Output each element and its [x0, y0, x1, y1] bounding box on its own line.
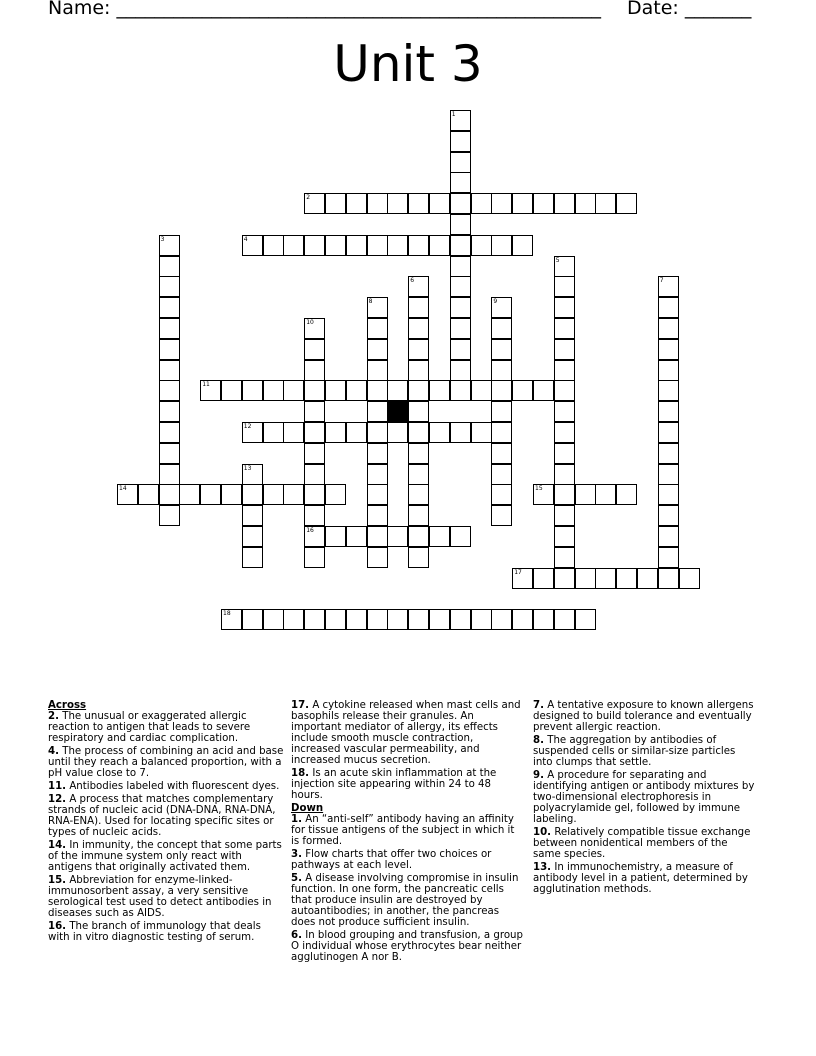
crossword-cell[interactable]: [242, 464, 263, 485]
across-clue: [291, 700, 524, 766]
clue-number: 2.: [48, 711, 59, 722]
crossword-cell[interactable]: [491, 609, 512, 630]
crossword-cell[interactable]: [325, 422, 346, 443]
crossword-cell[interactable]: [450, 152, 471, 173]
crossword-cell[interactable]: [554, 422, 575, 443]
crossword-cell[interactable]: [512, 568, 533, 589]
clue-text: Relatively compatible tissue exchange between nonidentical members of the same species.: [533, 827, 751, 860]
crossword-cell[interactable]: [450, 380, 471, 401]
clue-text: A procedure for separating and identifying antigen or antibody mixtures by two-dimensional electrophoresis in polyacrylamide gel, followed by immune labeling.: [533, 770, 755, 825]
clue-text: Antibodies labeled with fluorescent dyes.: [69, 781, 280, 792]
clue-text: A tentative exposure to known allergens designed to build tolerance and eventually prevent allergic reaction.: [533, 700, 754, 733]
clue-number: 11: [202, 381, 210, 389]
crossword-cell[interactable]: [616, 484, 637, 505]
crossword-cell[interactable]: [325, 235, 346, 256]
crossword-cell[interactable]: [346, 380, 367, 401]
crossword-cell[interactable]: [408, 276, 429, 297]
clue-text: Abbreviation for enzyme-linked-immunosorbent assay, a very sensitive serological test used to detect antibodies in diseases such as AIDS.: [48, 875, 272, 919]
crossword-cell[interactable]: [450, 235, 471, 256]
crossword-cell[interactable]: [408, 526, 429, 547]
crossword-cell[interactable]: [408, 193, 429, 214]
crossword-cell[interactable]: [325, 609, 346, 630]
crossword-cell[interactable]: [658, 547, 679, 568]
crossword-cell[interactable]: [554, 568, 575, 589]
crossword-cell[interactable]: [658, 318, 679, 339]
crossword-cell[interactable]: [554, 339, 575, 360]
crossword-cell[interactable]: [533, 380, 554, 401]
crossword-cell[interactable]: [367, 318, 388, 339]
crossword-cell[interactable]: [325, 484, 346, 505]
crossword-cell[interactable]: [325, 526, 346, 547]
crossword-cell[interactable]: [491, 339, 512, 360]
crossword-cell[interactable]: [658, 505, 679, 526]
clue-text: The unusual or exaggerated allergic reaction to antigen that leads to severe respiratory and cardiac complication.: [48, 711, 251, 744]
clue-number: 6: [410, 277, 415, 285]
crossword-cell[interactable]: [450, 526, 471, 547]
crossword-cell[interactable]: [283, 422, 304, 443]
crossword-cell[interactable]: [491, 443, 512, 464]
crossword-cell[interactable]: [387, 235, 408, 256]
clue-text: Flow charts that offer two choices or pathways at each level.: [291, 849, 492, 871]
crossword-cell[interactable]: [200, 484, 221, 505]
clues-column-3: [533, 700, 758, 897]
crossword-cell[interactable]: [179, 484, 200, 505]
clue-text: A cytokine released when mast cells and basophils release their granules. An important mediator of allergy, its effects include smooth muscle contraction, increased vascular permeability, and increased mucus secretion.: [291, 700, 521, 766]
clue-number: 6.: [291, 930, 302, 941]
clue-text: A process that matches complementary strands of nucleic acid (DNA-DNA, RNA-DNA, RNA-ENA). Used for locating specific sites or types of nucleic acids.: [48, 794, 276, 838]
crossword-cell[interactable]: [408, 360, 429, 381]
across-clue: [48, 746, 284, 779]
crossword-cell[interactable]: [283, 484, 304, 505]
crossword-cell[interactable]: [491, 235, 512, 256]
crossword-cell[interactable]: [159, 401, 180, 422]
crossword-cell[interactable]: [159, 464, 180, 485]
crossword-cell[interactable]: [512, 235, 533, 256]
clue-number: 9.: [533, 770, 544, 781]
crossword-cell[interactable]: [429, 526, 450, 547]
crossword-cell[interactable]: [471, 422, 492, 443]
clue-number: 4: [243, 235, 248, 243]
crossword-cell[interactable]: [554, 505, 575, 526]
clue-number: 9: [493, 298, 498, 306]
clue-number: 13.: [533, 862, 552, 873]
crossword-cell[interactable]: [533, 193, 554, 214]
crossword-cell[interactable]: [304, 443, 325, 464]
clue-text: An “anti-self” antibody having an affinity for tissue antigens of the subject in which it is formed.: [291, 814, 515, 847]
crossword-cell[interactable]: [408, 464, 429, 485]
crossword-cell[interactable]: [263, 380, 284, 401]
across-clue: [48, 840, 284, 873]
crossword-cell[interactable]: [242, 235, 263, 256]
crossword-cell[interactable]: [367, 235, 388, 256]
crossword-cell[interactable]: [387, 526, 408, 547]
clue-number: 14.: [48, 840, 67, 851]
crossword-cell[interactable]: [408, 339, 429, 360]
crossword-cell[interactable]: [367, 380, 388, 401]
crossword-cell[interactable]: [408, 547, 429, 568]
crossword-cell[interactable]: [159, 235, 180, 256]
crossword-cell[interactable]: [554, 297, 575, 318]
clue-number: 3.: [291, 849, 302, 860]
crossword-cell[interactable]: [367, 422, 388, 443]
crossword-cell[interactable]: [283, 380, 304, 401]
crossword-cell[interactable]: [450, 110, 471, 131]
crossword-cell[interactable]: [159, 276, 180, 297]
clue-number: 15: [535, 485, 543, 493]
crossword-cell[interactable]: [658, 339, 679, 360]
crossword-cell[interactable]: [450, 193, 471, 214]
crossword-cell[interactable]: [242, 547, 263, 568]
crossword-cell[interactable]: [346, 193, 367, 214]
crossword-cell[interactable]: [387, 609, 408, 630]
clue-text: A disease involving compromise in insulin function. In one form, the pancreatic cells that produce insulin are destroyed by autoantibodies; in another, the pancreas does not produce sufficient insulin.: [291, 873, 519, 928]
crossword-cell[interactable]: [367, 505, 388, 526]
crossword-cell[interactable]: [450, 256, 471, 277]
crossword-cell[interactable]: [575, 609, 596, 630]
crossword-cell[interactable]: [367, 526, 388, 547]
clue-number: 7: [659, 277, 664, 285]
crossword-cell[interactable]: [450, 172, 471, 193]
clue-number: 5.: [291, 873, 302, 884]
crossword-cell[interactable]: [408, 235, 429, 256]
crossword-cell[interactable]: [367, 547, 388, 568]
crossword-cell[interactable]: [367, 339, 388, 360]
crossword-cell[interactable]: [491, 464, 512, 485]
crossword-cell[interactable]: [450, 339, 471, 360]
clue-text: The process of combining an acid and base until they reach a balanced proportion, with a pH value close to 7.: [48, 746, 284, 779]
crossword-cell[interactable]: [408, 401, 429, 422]
crossword-cell[interactable]: [304, 422, 325, 443]
across-clue: [48, 875, 284, 919]
crossword-cell[interactable]: [304, 380, 325, 401]
clue-text: Is an acute skin inflammation at the injection site appearing within 24 to 48 hours.: [291, 768, 497, 801]
crossword-cell[interactable]: [159, 360, 180, 381]
crossword-cell[interactable]: [679, 568, 700, 589]
crossword-cell[interactable]: [512, 193, 533, 214]
clue-number: 1.: [291, 814, 302, 825]
clue-number: 15.: [48, 875, 67, 886]
crossword-cell[interactable]: [554, 318, 575, 339]
crossword-cell[interactable]: [242, 422, 263, 443]
crossword-cell[interactable]: [429, 235, 450, 256]
crossword-cell[interactable]: [159, 297, 180, 318]
crossword-cell[interactable]: [554, 443, 575, 464]
clue-number: 3: [160, 235, 165, 243]
crossword-cell[interactable]: [595, 193, 616, 214]
crossword-cell[interactable]: [346, 422, 367, 443]
crossword-cell[interactable]: [159, 505, 180, 526]
down-clue: [291, 873, 524, 928]
crossword-cell[interactable]: [429, 609, 450, 630]
clue-number: 7.: [533, 700, 544, 711]
crossword-cell[interactable]: [159, 256, 180, 277]
crossword-cell[interactable]: [554, 256, 575, 277]
crossword-cell[interactable]: [554, 401, 575, 422]
crossword-cell[interactable]: [367, 484, 388, 505]
crossword-cell[interactable]: [221, 609, 242, 630]
down-clue: [291, 814, 524, 847]
crossword-cell[interactable]: [658, 526, 679, 547]
clue-number: 10.: [533, 827, 552, 838]
clue-number: 5: [555, 256, 560, 264]
crossword-cell[interactable]: [387, 422, 408, 443]
crossword-cell[interactable]: [450, 318, 471, 339]
crossword-cell[interactable]: [159, 484, 180, 505]
name-label: Name:: [48, 0, 111, 19]
crossword-cell[interactable]: [637, 568, 658, 589]
crossword-cell[interactable]: [325, 380, 346, 401]
crossword-cell[interactable]: [533, 568, 554, 589]
across-clue: [48, 711, 284, 744]
crossword-cell[interactable]: [595, 568, 616, 589]
crossword-cell[interactable]: [658, 276, 679, 297]
crossword-cell[interactable]: [658, 380, 679, 401]
crossword-cell[interactable]: [554, 360, 575, 381]
crossword-cell[interactable]: [658, 443, 679, 464]
crossword-cell[interactable]: [471, 235, 492, 256]
clue-text: In blood grouping and transfusion, a group O individual whose erythrocytes bear neither agglutinogen A nor B.: [291, 930, 523, 963]
crossword-cell[interactable]: [408, 443, 429, 464]
crossword-cell[interactable]: [491, 360, 512, 381]
crossword-cell[interactable]: [658, 297, 679, 318]
crossword-cell[interactable]: [429, 422, 450, 443]
crossword-cell[interactable]: [242, 505, 263, 526]
crossword-cell[interactable]: [325, 193, 346, 214]
crossword-cell[interactable]: [554, 526, 575, 547]
crossword-cell[interactable]: [263, 484, 284, 505]
crossword-cell[interactable]: [450, 297, 471, 318]
clue-number: 8.: [533, 735, 544, 746]
clues-column-2: [291, 700, 524, 965]
down-clue: [291, 930, 524, 963]
crossword-cell[interactable]: [554, 547, 575, 568]
down-clue: [533, 862, 758, 895]
clue-number: 17: [514, 568, 522, 576]
crossword-cell[interactable]: [471, 609, 492, 630]
crossword-cell[interactable]: [304, 505, 325, 526]
crossword-cell[interactable]: [304, 193, 325, 214]
crossword-cell[interactable]: [221, 484, 242, 505]
crossword-cell[interactable]: [304, 318, 325, 339]
crossword-cell[interactable]: [304, 235, 325, 256]
crossword-cell[interactable]: [491, 505, 512, 526]
crossword-cell[interactable]: [367, 297, 388, 318]
crossword-cell[interactable]: [346, 609, 367, 630]
crossword-cell[interactable]: [658, 360, 679, 381]
clue-text: The aggregation by antibodies of suspended cells or similar-size particles into clumps that settle.: [533, 735, 736, 768]
crossword-cell[interactable]: [575, 484, 596, 505]
crossword-cell[interactable]: [263, 609, 284, 630]
crossword-cell[interactable]: [491, 401, 512, 422]
clue-text: The branch of immunology that deals with in vitro diagnostic testing of serum.: [48, 921, 261, 943]
clue-number: 16: [306, 527, 314, 534]
clue-number: 8: [368, 298, 373, 306]
crossword-cell[interactable]: [429, 380, 450, 401]
clue-number: 4.: [48, 746, 59, 757]
crossword-cell[interactable]: [429, 193, 450, 214]
crossword-cell[interactable]: [450, 214, 471, 235]
across-heading: Across: [48, 700, 87, 711]
clue-text: In immunity, the concept that some parts of the immune system only react with antigens that originally activated them.: [48, 840, 282, 873]
crossword-cell[interactable]: [471, 380, 492, 401]
crossword-cell[interactable]: [554, 276, 575, 297]
crossword-cell[interactable]: [367, 443, 388, 464]
crossword-cell[interactable]: [159, 422, 180, 443]
across-clue: [291, 768, 524, 801]
clue-number: 17.: [291, 700, 310, 711]
clue-number: 2: [306, 194, 311, 202]
crossword-cell[interactable]: [491, 297, 512, 318]
crossword-cell[interactable]: [304, 464, 325, 485]
down-clue: [533, 770, 758, 825]
crossword-cell[interactable]: [159, 318, 180, 339]
crossword-cell[interactable]: [242, 380, 263, 401]
crossword-cell[interactable]: [304, 360, 325, 381]
crossword-cell[interactable]: [117, 484, 138, 505]
clue-number: 11.: [48, 781, 67, 792]
clue-number: 16.: [48, 921, 67, 932]
crossword-cell[interactable]: [408, 422, 429, 443]
crossword-cell[interactable]: [242, 484, 263, 505]
crossword-cell[interactable]: [304, 401, 325, 422]
clue-number: 12: [243, 423, 252, 430]
clue-text: In immunochemistry, a measure of antibody level in a patient, determined by agglutination methods.: [533, 862, 748, 895]
crossword-cell[interactable]: [367, 193, 388, 214]
crossword-cell[interactable]: [658, 422, 679, 443]
crossword-cell[interactable]: [533, 484, 554, 505]
clue-number: 1: [451, 111, 456, 118]
clue-number: 13: [243, 464, 252, 472]
crossword-cell[interactable]: [658, 484, 679, 505]
crossword-cell[interactable]: [616, 568, 637, 589]
crossword-cell[interactable]: [450, 131, 471, 152]
clue-number: 10: [306, 319, 314, 326]
crossword-cell[interactable]: [408, 505, 429, 526]
clue-number: 12.: [48, 794, 67, 805]
down-clue: [291, 849, 524, 871]
crossword-cell[interactable]: [304, 484, 325, 505]
crossword-cell[interactable]: [450, 422, 471, 443]
black-cell: [387, 401, 408, 422]
crossword-cell[interactable]: [616, 193, 637, 214]
crossword-cell[interactable]: [221, 380, 242, 401]
across-clue: [48, 794, 284, 838]
crossword-cell[interactable]: [200, 380, 221, 401]
crossword-cell[interactable]: [554, 193, 575, 214]
across-clue: [48, 921, 284, 943]
crossword-cell[interactable]: [408, 484, 429, 505]
crossword-cell[interactable]: [263, 422, 284, 443]
crossword-cell[interactable]: [138, 484, 159, 505]
crossword-cell[interactable]: [304, 609, 325, 630]
clue-number: 14: [119, 485, 127, 493]
crossword-cell[interactable]: [283, 609, 304, 630]
crossword-cell[interactable]: [491, 193, 512, 214]
date-label: Date:: [627, 0, 679, 19]
crossword-cell[interactable]: [575, 568, 596, 589]
name-blank: ___________________________________________________: [116, 0, 602, 19]
crossword-cell[interactable]: [658, 464, 679, 485]
clue-number: 18: [223, 610, 231, 618]
crossword-cell[interactable]: [491, 484, 512, 505]
crossword-cell[interactable]: [408, 609, 429, 630]
down-heading: Down: [291, 803, 324, 814]
crossword-cell[interactable]: [263, 235, 284, 256]
crossword-cell[interactable]: [450, 276, 471, 297]
crossword-cell[interactable]: [367, 401, 388, 422]
crossword-cell[interactable]: [658, 401, 679, 422]
crossword-cell[interactable]: [367, 464, 388, 485]
crossword-cell[interactable]: [512, 609, 533, 630]
crossword-cell[interactable]: [533, 609, 554, 630]
across-clue: [48, 781, 284, 792]
page-title: Unit 3: [333, 35, 483, 93]
crossword-cell[interactable]: [304, 547, 325, 568]
down-clue: [533, 700, 758, 733]
crossword-cell[interactable]: [491, 380, 512, 401]
crossword-cell[interactable]: [450, 609, 471, 630]
crossword-cell[interactable]: [512, 380, 533, 401]
down-clue: [533, 735, 758, 768]
crossword-cell[interactable]: [367, 360, 388, 381]
clues-column-1: [48, 700, 284, 945]
crossword-cell[interactable]: [304, 339, 325, 360]
crossword-cell[interactable]: [408, 380, 429, 401]
crossword-cell[interactable]: [346, 235, 367, 256]
crossword-cell[interactable]: [159, 443, 180, 464]
crossword-cell[interactable]: [304, 526, 325, 547]
clue-number: 18.: [291, 768, 310, 779]
crossword-cell[interactable]: [554, 484, 575, 505]
crossword-cell[interactable]: [408, 318, 429, 339]
crossword-cell[interactable]: [595, 484, 616, 505]
crossword-cell[interactable]: [491, 422, 512, 443]
crossword-cell[interactable]: [387, 193, 408, 214]
crossword-cell[interactable]: [450, 360, 471, 381]
crossword-cell[interactable]: [387, 380, 408, 401]
crossword-cell[interactable]: [367, 609, 388, 630]
crossword-cell[interactable]: [554, 380, 575, 401]
crossword-cell[interactable]: [283, 235, 304, 256]
crossword-cell[interactable]: [346, 526, 367, 547]
crossword-cell[interactable]: [242, 609, 263, 630]
crossword-cell[interactable]: [575, 193, 596, 214]
crossword-cell[interactable]: [554, 464, 575, 485]
date-blank: _______: [684, 0, 752, 19]
down-clue: [533, 827, 758, 860]
crossword-cell[interactable]: [554, 609, 575, 630]
crossword-cell[interactable]: [491, 318, 512, 339]
crossword-cell[interactable]: [159, 380, 180, 401]
crossword-cell[interactable]: [242, 526, 263, 547]
crossword-cell[interactable]: [408, 297, 429, 318]
crossword-cell[interactable]: [658, 568, 679, 589]
crossword-cell[interactable]: [159, 339, 180, 360]
crossword-cell[interactable]: [471, 193, 492, 214]
